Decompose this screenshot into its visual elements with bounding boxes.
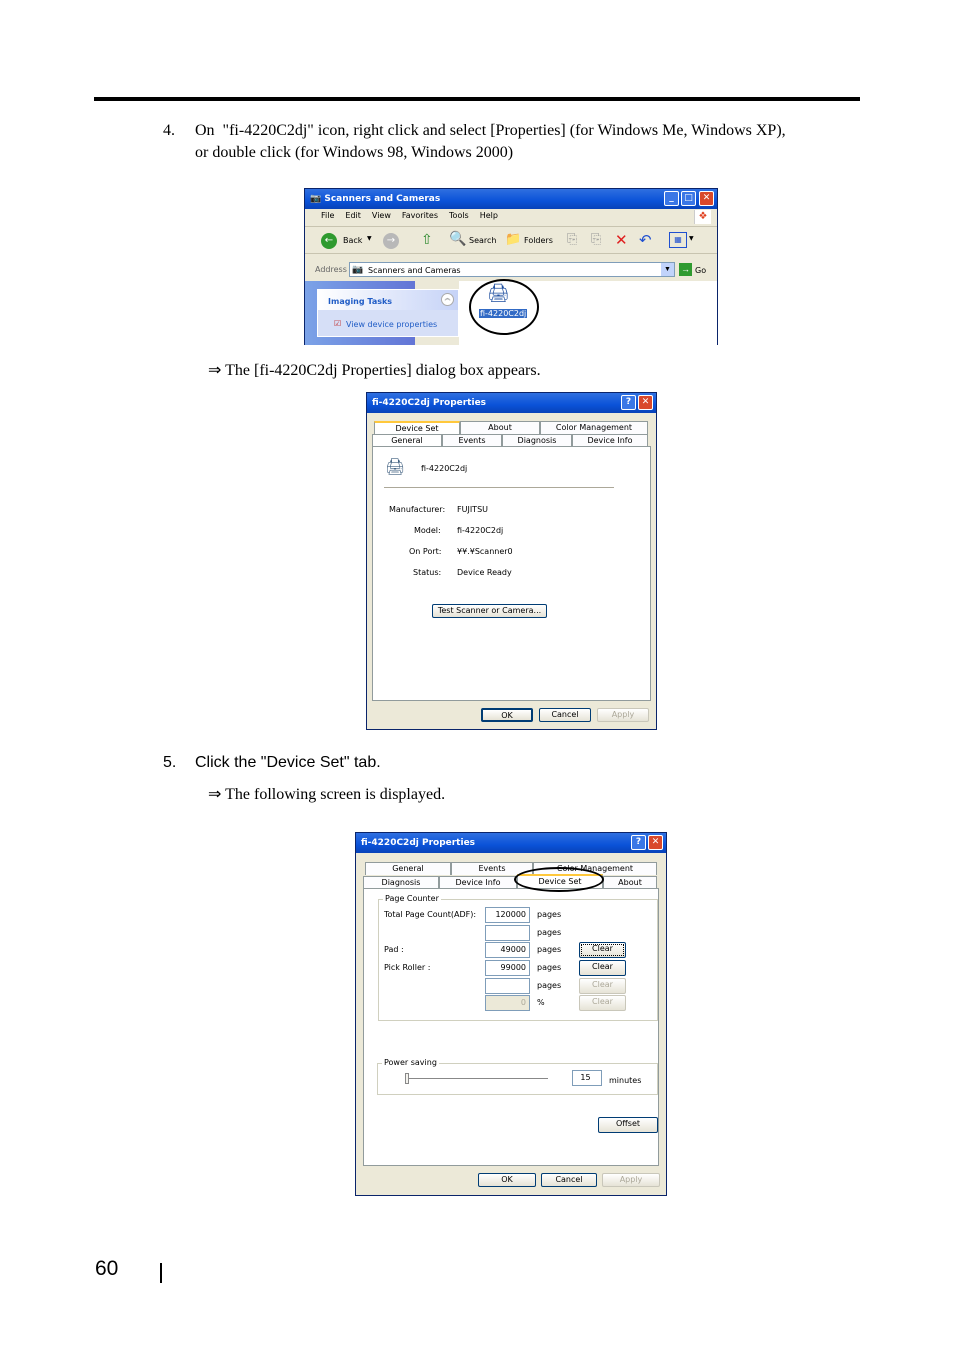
port-value: ¥¥.¥Scanner0 bbox=[457, 547, 513, 556]
power-saving-minutes-field[interactable]: 15 bbox=[572, 1070, 602, 1086]
address-camera-icon: 📷 bbox=[352, 265, 364, 275]
menu-favorites[interactable]: Favorites bbox=[401, 211, 439, 220]
clear-pick-roller-button[interactable]: Clear bbox=[579, 960, 626, 976]
total-page-count-label: Total Page Count(ADF): bbox=[384, 910, 477, 919]
tab-diagnosis-2[interactable]: Diagnosis bbox=[363, 876, 439, 889]
forward-arrow-icon[interactable]: → bbox=[383, 233, 399, 249]
result-2: ⇒ The following screen is displayed. bbox=[208, 786, 446, 803]
chevron-down-icon[interactable]: ▼ bbox=[367, 235, 372, 242]
task-pane bbox=[305, 281, 451, 345]
props1-close-button[interactable]: ✕ bbox=[638, 395, 653, 410]
tab-diagnosis[interactable]: Diagnosis bbox=[502, 434, 572, 447]
manufacturer-label: Manufacturer: bbox=[389, 505, 446, 514]
menu-file[interactable]: File bbox=[321, 211, 335, 220]
blank-counter-field-1 bbox=[485, 925, 530, 941]
status-value: Device Ready bbox=[457, 568, 512, 577]
explorer-toolbar bbox=[321, 231, 713, 251]
blank-counter-unit-1: pages bbox=[537, 928, 562, 937]
views-icon[interactable]: ▦ bbox=[669, 232, 687, 248]
model-label: Model: bbox=[414, 526, 441, 535]
up-folder-icon[interactable]: ⇧ bbox=[421, 232, 433, 248]
tab-device-set-2[interactable]: Device Set bbox=[517, 874, 603, 889]
tab-general[interactable]: General bbox=[372, 434, 442, 447]
go-button[interactable]: Go bbox=[695, 266, 707, 275]
power-saving-slider-thumb[interactable] bbox=[405, 1073, 409, 1084]
device-label[interactable]: fi-4220C2dj bbox=[480, 309, 527, 318]
tab-about-2[interactable]: About bbox=[603, 876, 657, 889]
ok-button-2[interactable]: OK bbox=[478, 1173, 536, 1187]
delete-icon[interactable]: ✕ bbox=[615, 231, 628, 249]
props1-title: fi-4220C2dj Properties bbox=[372, 398, 487, 408]
address-label: Address bbox=[315, 265, 347, 274]
page-number: 60 bbox=[95, 1257, 119, 1280]
tab-device-set[interactable]: Device Set bbox=[374, 421, 460, 434]
total-page-count-unit: pages bbox=[537, 910, 562, 919]
test-scanner-button[interactable]: Test Scanner or Camera... bbox=[432, 604, 547, 618]
port-label: On Port: bbox=[409, 547, 442, 556]
step-5-text: Click the "Device Set" tab. bbox=[195, 754, 381, 771]
step-4-number: 4. bbox=[163, 122, 175, 139]
clear-disabled-button-1[interactable]: Clear bbox=[579, 978, 626, 994]
address-dropdown-icon[interactable]: ▼ bbox=[661, 263, 674, 276]
minutes-unit: minutes bbox=[609, 1076, 642, 1085]
apply-button[interactable]: Apply bbox=[597, 708, 649, 722]
tab-events-2[interactable]: Events bbox=[451, 862, 533, 875]
step-4-line-1: On "fi-4220C2dj" icon, right click and select [Properties] (for Windows Me, Windows XP), bbox=[195, 122, 786, 139]
total-page-count-field: 120000 bbox=[485, 907, 530, 923]
tab-color-management[interactable]: Color Management bbox=[540, 421, 648, 434]
menu-bar bbox=[321, 211, 498, 225]
scanner-device-icon[interactable]: 🖨 bbox=[487, 283, 510, 303]
copy-to-icon[interactable]: ⎘ bbox=[591, 232, 602, 247]
back-arrow-icon[interactable]: ← bbox=[321, 233, 337, 249]
maximize-button[interactable]: □ bbox=[681, 191, 696, 206]
apply-button-2[interactable]: Apply bbox=[602, 1173, 660, 1187]
menu-view[interactable]: View bbox=[371, 211, 391, 220]
view-device-properties-link[interactable]: View device properties bbox=[346, 320, 438, 329]
manufacturer-value: FUJITSU bbox=[457, 505, 488, 514]
properties-dialog-general bbox=[366, 392, 657, 730]
scanner-icon: 🖨 bbox=[385, 459, 406, 476]
explorer-title: Scanners and Cameras bbox=[324, 194, 441, 204]
address-field[interactable] bbox=[349, 262, 675, 277]
step-5-number: 5. bbox=[163, 754, 177, 771]
search-button[interactable]: Search bbox=[469, 236, 497, 245]
camera-icon: 📷 bbox=[310, 194, 322, 204]
page-counter-label: Page Counter bbox=[385, 894, 439, 903]
pick-roller-unit: pages bbox=[537, 963, 562, 972]
tab-device-info[interactable]: Device Info bbox=[572, 434, 648, 447]
tab-device-info-2[interactable]: Device Info bbox=[439, 876, 517, 889]
search-icon[interactable]: 🔍 bbox=[449, 231, 467, 247]
clear-pad-button[interactable]: Clear bbox=[579, 942, 626, 958]
tab-color-management-2[interactable]: Color Management bbox=[533, 862, 657, 875]
pick-roller-label: Pick Roller : bbox=[384, 963, 431, 972]
props2-close-button[interactable]: ✕ bbox=[648, 835, 663, 850]
device-set-highlight-oval bbox=[514, 867, 604, 892]
tab-general-2[interactable]: General bbox=[365, 862, 451, 875]
close-button[interactable]: ✕ bbox=[699, 191, 714, 206]
offset-button[interactable]: Offset bbox=[598, 1117, 658, 1133]
props2-title: fi-4220C2dj Properties bbox=[361, 838, 476, 848]
tab-about[interactable]: About bbox=[460, 421, 540, 434]
device-name: fi-4220C2dj bbox=[421, 464, 468, 473]
views-chevron-icon[interactable]: ▼ bbox=[689, 235, 694, 242]
pick-roller-field: 99000 bbox=[485, 960, 530, 976]
model-value: fi-4220C2dj bbox=[457, 526, 504, 535]
menu-tools[interactable]: Tools bbox=[449, 211, 469, 220]
general-panel bbox=[372, 446, 651, 701]
menu-edit[interactable]: Edit bbox=[345, 211, 361, 220]
menu-help[interactable]: Help bbox=[479, 211, 498, 220]
status-label: Status: bbox=[413, 568, 442, 577]
cancel-button[interactable]: Cancel bbox=[539, 708, 591, 722]
percent-field: 0 bbox=[485, 995, 530, 1011]
cancel-button-2[interactable]: Cancel bbox=[541, 1173, 597, 1187]
blank-counter-unit-2: pages bbox=[537, 981, 562, 990]
blank-counter-field-2 bbox=[485, 978, 530, 994]
imaging-tasks-header[interactable] bbox=[318, 290, 458, 310]
power-saving-label: Power saving bbox=[384, 1058, 437, 1067]
device-set-panel bbox=[363, 888, 659, 1166]
highlight-oval bbox=[469, 279, 539, 335]
properties-icon: ☑ bbox=[334, 319, 342, 328]
ok-button[interactable]: OK bbox=[481, 708, 533, 722]
clear-disabled-button-2[interactable]: Clear bbox=[579, 995, 626, 1011]
step-4-line-2: or double click (for Windows 98, Windows 2000) bbox=[195, 144, 514, 161]
move-to-icon[interactable]: ⎘ bbox=[567, 232, 578, 247]
back-button[interactable]: Back bbox=[343, 236, 363, 245]
imaging-tasks-box bbox=[317, 289, 459, 337]
percent-unit: % bbox=[537, 998, 545, 1007]
tab-events[interactable]: Events bbox=[442, 434, 502, 447]
props2-help-button[interactable]: ? bbox=[631, 835, 646, 850]
folders-button[interactable]: Folders bbox=[524, 236, 553, 245]
minimize-button[interactable]: _ bbox=[664, 191, 679, 206]
pad-label: Pad : bbox=[384, 945, 404, 954]
page-number-bar bbox=[160, 1263, 162, 1283]
windows-logo-icon: ❖ bbox=[694, 210, 711, 224]
pad-field: 49000 bbox=[485, 942, 530, 958]
undo-icon[interactable]: ↶ bbox=[639, 231, 652, 249]
help-button[interactable]: ? bbox=[621, 395, 636, 410]
props1-titlebar bbox=[367, 393, 656, 413]
folders-icon[interactable]: 📁 bbox=[505, 232, 522, 247]
go-arrow-icon[interactable]: → bbox=[681, 264, 690, 274]
imaging-tasks-title: Imaging Tasks bbox=[328, 297, 393, 306]
address-value: Scanners and Cameras bbox=[368, 266, 461, 275]
explorer-titlebar bbox=[305, 189, 717, 209]
props2-titlebar bbox=[356, 833, 666, 853]
header-rule bbox=[94, 97, 860, 101]
collapse-chevron-icon[interactable]: ︽ bbox=[441, 293, 454, 306]
power-saving-slider-track[interactable] bbox=[408, 1078, 548, 1082]
properties-dialog-device-set bbox=[355, 832, 667, 1196]
result-1: ⇒ The [fi-4220C2dj Properties] dialog box appears. bbox=[208, 362, 541, 379]
pad-unit: pages bbox=[537, 945, 562, 954]
